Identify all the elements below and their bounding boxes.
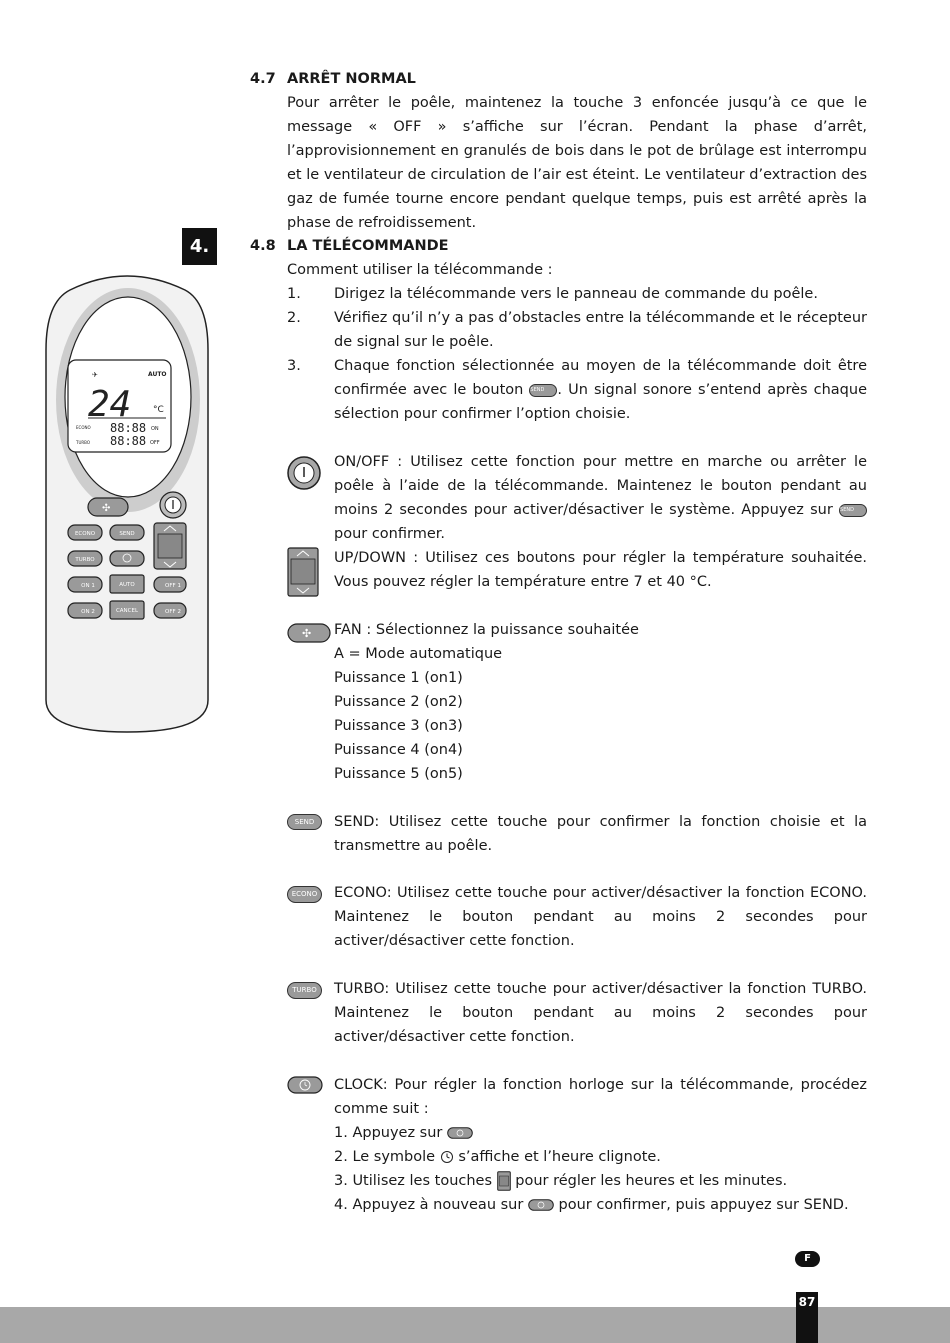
display-unit: °C: [153, 405, 164, 415]
clock-step-3: 3. Utilisez les touches pour régler les heures et les minutes.: [334, 1173, 788, 1189]
remote-btn-off2: OFF 2: [165, 609, 181, 615]
fan-title: FAN : Sélectionnez la puissance souhaitée: [334, 622, 639, 638]
clock-button-icon: [528, 1199, 554, 1211]
remote-btn-econo: ECONO: [74, 531, 96, 537]
econo-description: ECONO: Utilisez cette touche pour activer/désactiver la fonction ECONO. Maintenez le bouton pendant au moins 2 secondes pour activer/désactiver cette fonction.: [334, 885, 867, 949]
clock-description: CLOCK: Pour régler la fonction horloge sur la télécommande, procédez comme suit :: [334, 1077, 867, 1117]
display-on: ON: [151, 426, 159, 432]
fan-option: Puissance 4 (on4): [334, 742, 463, 758]
step-text: Dirigez la télécommande vers le panneau de commande du poêle.: [334, 286, 818, 302]
clock-button-icon: [447, 1127, 473, 1139]
page-number: 87: [796, 1292, 818, 1343]
remote-btn-auto: AUTO: [119, 582, 135, 588]
display-econo: ECONO: [76, 425, 91, 430]
remote-btn-send: SEND: [119, 531, 135, 537]
fan-option: A = Mode automatique: [334, 646, 503, 662]
step-text: Vérifiez qu’il n’y a pas d’obstacles entre la télécommande et le récepteur de signal sur le poêle.: [334, 310, 867, 350]
turbo-description: TURBO: Utilisez cette touche pour activer/désactiver la fonction TURBO. Maintenez le bouton pendant au moins 2 secondes pour activer/désactiver cette fonction.: [334, 981, 867, 1045]
fan-option: Puissance 2 (on2): [334, 694, 463, 710]
step-number: 1.: [287, 286, 301, 302]
clock-step-2: 2. Le symbole s’affiche et l’heure clignote.: [334, 1149, 661, 1165]
fan-button-icon: [287, 623, 331, 643]
send-button-inline: SEND: [529, 384, 557, 397]
svg-text:✣: ✣: [302, 627, 312, 640]
send-button-inline: SEND: [839, 504, 867, 517]
display-off: OFF: [150, 440, 160, 446]
svg-text:✈: ✈: [92, 371, 98, 379]
section-number-4-7: 4.7: [250, 71, 276, 87]
section-body-arret-normal: Pour arrêter le poêle, maintenez la touche 3 enfoncée jusqu’à ce que le message « OFF » s’affiche sur l’écran. Pendant la phase d’arrêt, l’approvisionnement en granulés de bois dans le pot de brûlage est interrompu et le ventilateur de circulation de l’air est éteint. Le ventilateur d’extraction des gaz de fumée tourne encore pendant quelque temps, puis est arrêté après la phase de refroidissement.: [287, 95, 867, 231]
remote-control-illustration: [40, 270, 215, 735]
section-title-telecommande: LA TÉLÉCOMMANDE: [287, 238, 449, 254]
display-auto: AUTO: [148, 371, 167, 378]
clock-icon: [440, 1150, 454, 1164]
remote-btn-on1: ON 1: [81, 583, 95, 589]
clock-button-icon: [287, 1076, 323, 1094]
step-number: 3.: [287, 358, 301, 374]
up-down-buttons-icon: [497, 1171, 511, 1191]
power-button-icon: [287, 456, 321, 490]
turbo-button-icon: TURBO: [287, 982, 322, 999]
display-temp: 24: [88, 384, 132, 425]
remote-btn-off1: OFF 1: [165, 583, 181, 589]
fan-option: Puissance 3 (on3): [334, 718, 463, 734]
display-turbo: TURBO: [76, 440, 90, 445]
remote-btn-on2: ON 2: [81, 609, 95, 615]
section-number-4-8: 4.8: [250, 238, 276, 254]
display-time-on: 88:88: [110, 421, 147, 435]
fan-option: Puissance 1 (on1): [334, 670, 463, 686]
econo-button-icon: ECONO: [287, 886, 322, 903]
chapter-badge: 4.: [182, 228, 217, 265]
display-time-off: 88:88: [110, 434, 147, 448]
onoff-description: ON/OFF : Utilisez cette fonction pour mettre en marche ou arrêter le poêle à l’aide de la télécommande. Maintenez le bouton pendant au moins 2 secondes pour activer/désactiver le système. Appuyez sur SEND pour confirmer.: [334, 454, 867, 542]
section-title-arret-normal: ARRÊT NORMAL: [287, 71, 416, 87]
clock-step-4: 4. Appuyez à nouveau sur pour confirmer, puis appuyez sur SEND.: [334, 1197, 849, 1213]
language-badge: F: [795, 1251, 820, 1267]
send-description: SEND: Utilisez cette touche pour confirmer la fonction choisie et la transmettre au poêle.: [334, 814, 867, 854]
up-down-buttons-icon: [287, 547, 319, 597]
step-number: 2.: [287, 310, 301, 326]
section-intro: Comment utiliser la télécommande :: [287, 262, 553, 278]
updown-description: UP/DOWN : Utilisez ces boutons pour régler la température souhaitée. Vous pouvez régler la température entre 7 et 40 °C.: [334, 550, 867, 590]
svg-text:✣: ✣: [102, 503, 111, 514]
remote-btn-cancel: CANCEL: [115, 608, 139, 614]
step-text: Chaque fonction sélectionnée au moyen de la télécommande doit être confirmée avec le bouton SEND . Un signal sonore s’entend après chaque sélection pour confirmer l’option choisie.: [334, 358, 867, 422]
remote-btn-turbo: TURBO: [75, 557, 95, 563]
send-button-icon: SEND: [287, 814, 322, 830]
fan-option: Puissance 5 (on5): [334, 766, 463, 782]
clock-step-1: 1. Appuyez sur: [334, 1121, 473, 1145]
